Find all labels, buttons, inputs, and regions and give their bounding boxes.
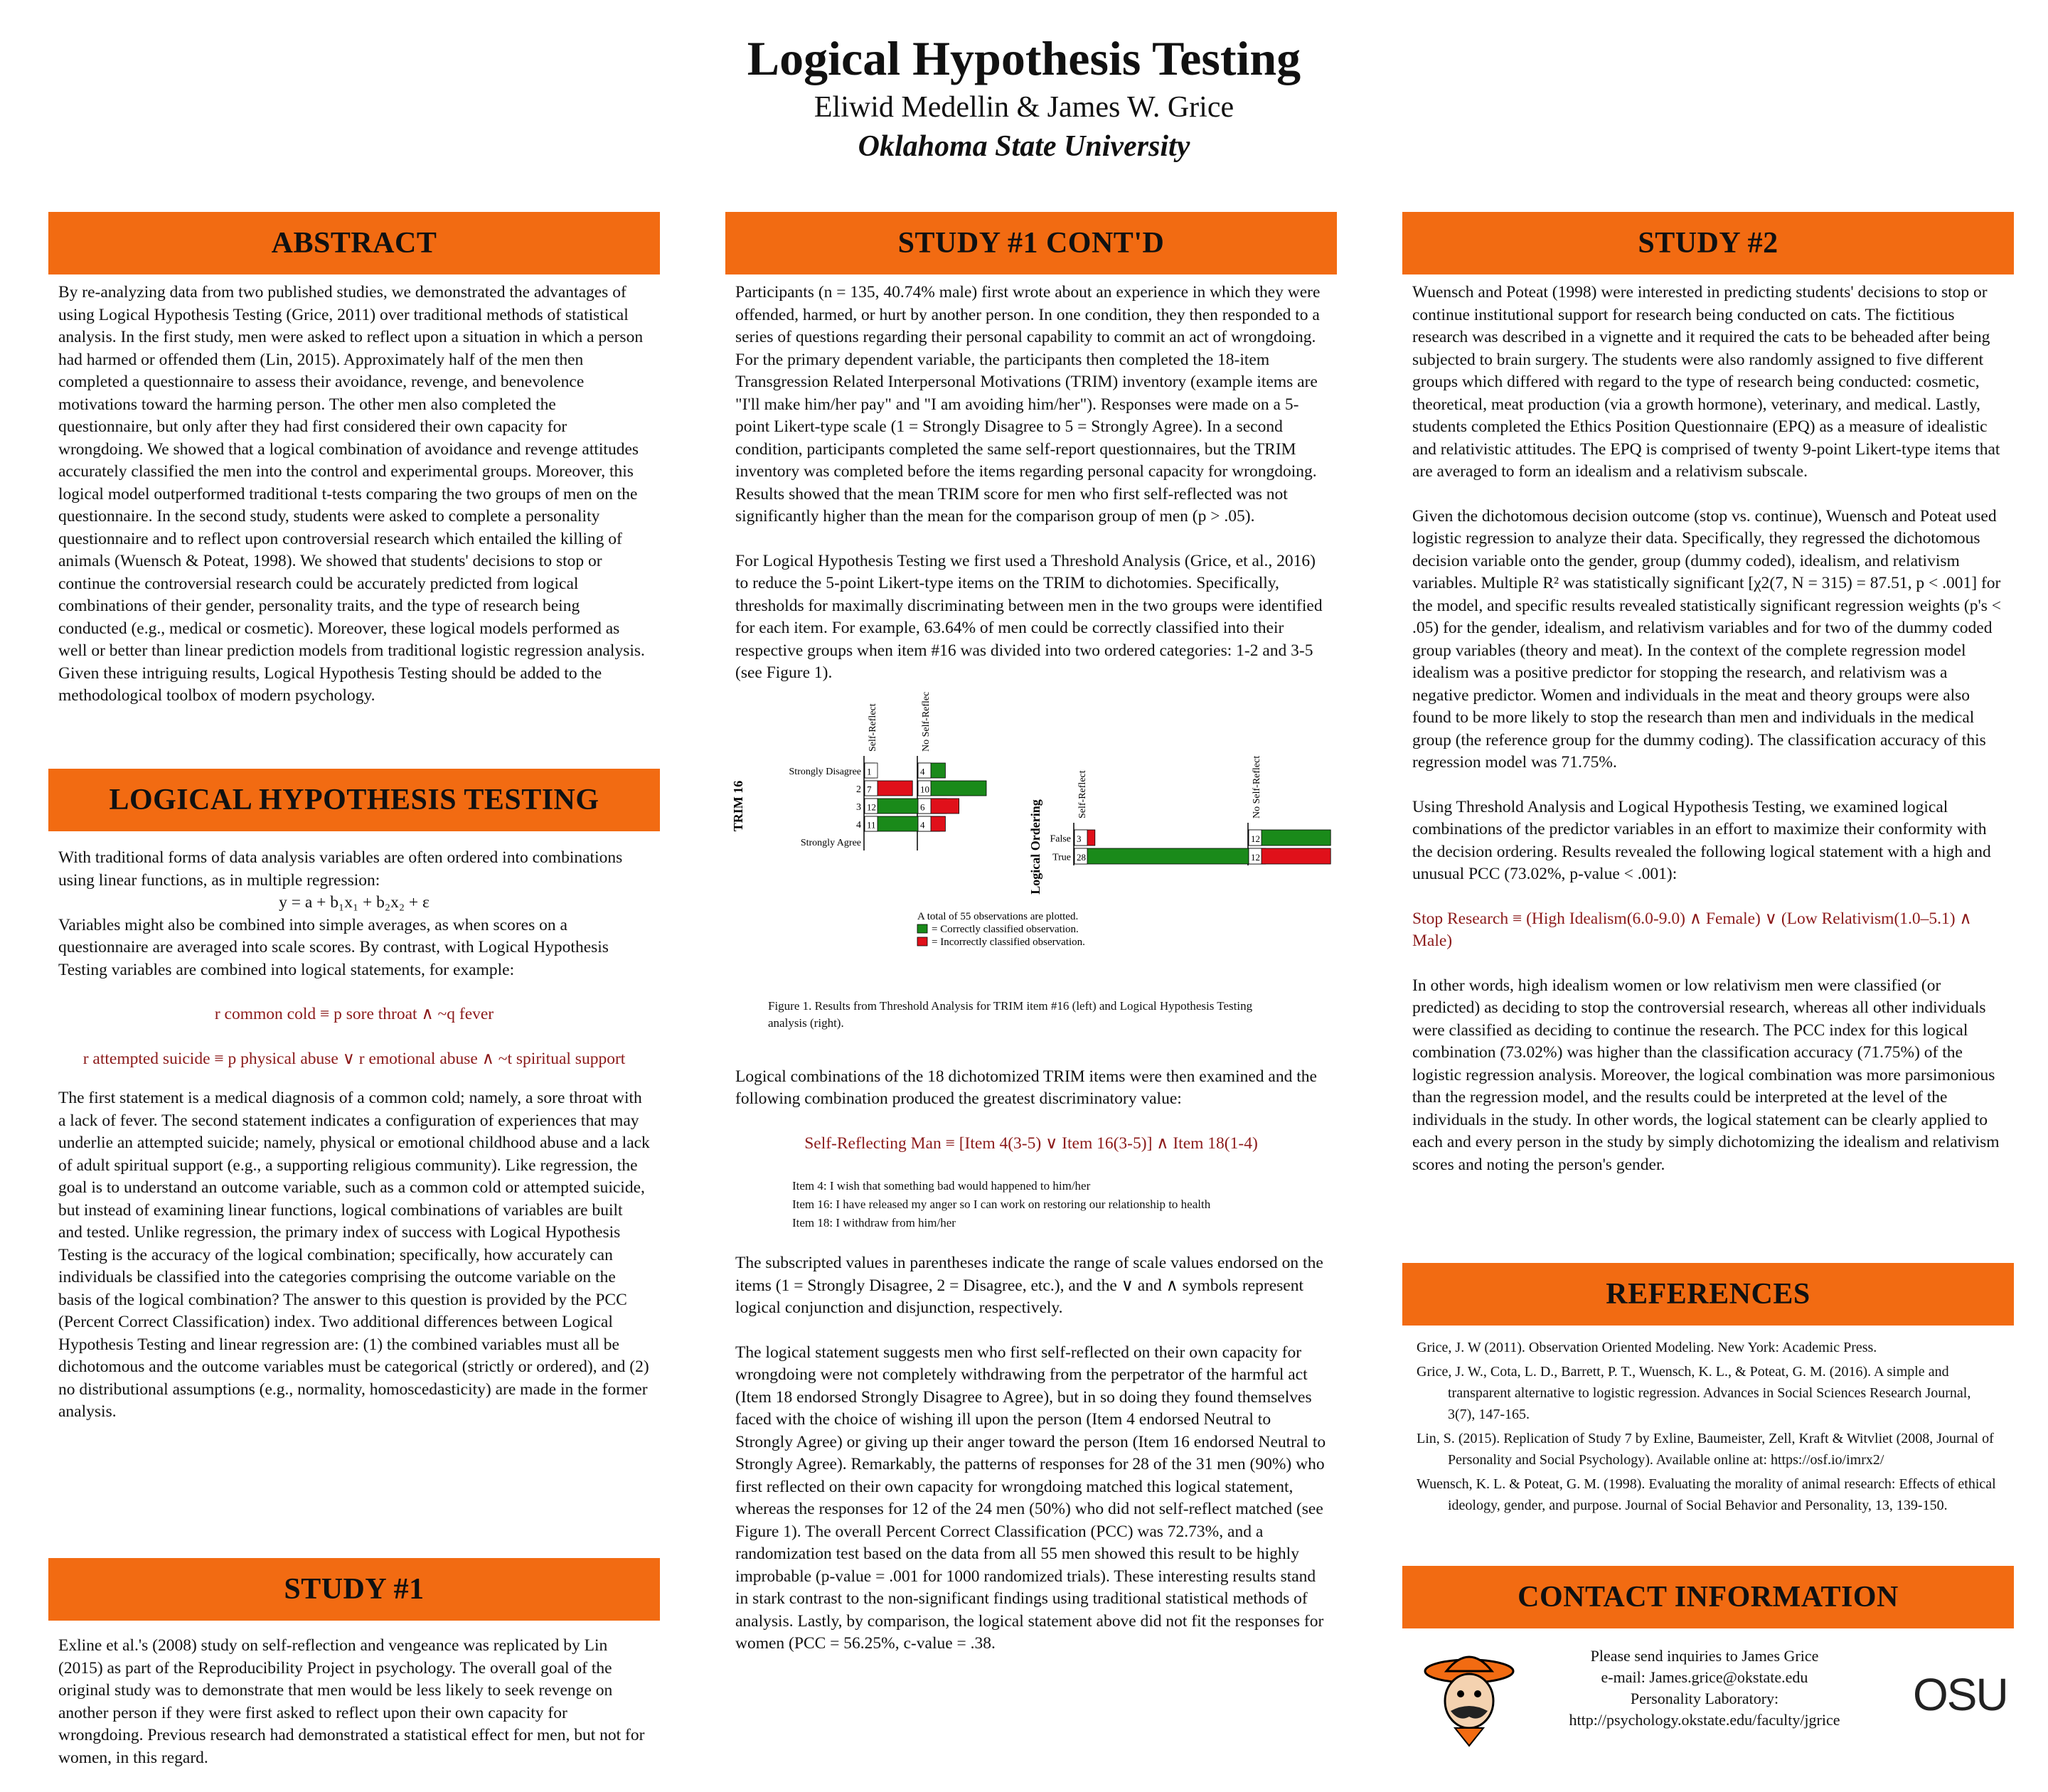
study1b-paragraph-2: For Logical Hypothesis Testing we first used a Threshold Analysis (Grice, et al., 2016) to reduce the 5-point Likert-type items on the TRIM to dichotomies. Specifically, thresholds for maximally discriminating between men in the two groups were identified for each item. For example, 63.64% of men could be correctly classified into their respective groups when item #16 was divided into two ordered categories: 1-2 and 3-5 (see Figure 1).: [735, 551, 1323, 682]
chart-category-label: 4: [856, 819, 861, 831]
study1b-paragraph-4: The subscripted values in parentheses indicate the range of scale values endorsed on the items (1 = Strongly Disagree, 2 = Disagree, etc.), and the ∨ and ∧ symbols represent logical conjunction and disjunction, respectively.: [735, 1254, 1323, 1317]
regression-equation: y = a + b₁x₁ + b₂x₂ + ε: [279, 893, 430, 912]
contact-line: Please send inquiries to James Grice: [1590, 1647, 1819, 1665]
study1b-body: [725, 282, 1337, 685]
references-heading: REFERENCES: [1402, 1263, 2014, 1326]
legend-incorrect-label: = Incorrectly classified observation.: [932, 936, 1085, 948]
lht-body: [48, 847, 660, 1558]
legend-incorrect-swatch: [917, 937, 927, 946]
chart-bar: [1074, 848, 1266, 864]
study1-heading: STUDY #1: [48, 1558, 660, 1621]
chart-y-label: Logical Ordering: [1028, 799, 1042, 895]
abstract-heading: ABSTRACT: [48, 212, 660, 274]
study2-heading: STUDY #2: [1402, 212, 2014, 274]
chart-data-label: 3: [1077, 833, 1082, 844]
contact-section: [1402, 1628, 2014, 1756]
abstract-body: [48, 282, 660, 769]
contact-line: Personality Laboratory:: [1630, 1690, 1779, 1707]
figure-1-chart: [725, 692, 1337, 998]
reference-item: Lin, S. (2015). Replication of Study 7 by Exline, Baumeister, Zell, Kraft & Witvliet (2008, Journal of Personality and Social Psychology). Available online at: https://osf.io/imrx2/: [1417, 1431, 1994, 1468]
chart-category-label: True: [1052, 852, 1071, 863]
study1b-results: [725, 1066, 1337, 1655]
contact-email[interactable]: e-mail: James.grice@okstate.edu: [1601, 1668, 1808, 1686]
study1-body: [48, 1635, 660, 1769]
chart-data-label: 12: [1251, 851, 1260, 863]
item-list: [735, 1177, 1327, 1232]
self-reflecting-logic: Self-Reflecting Man ≡ [Item 4(3-5) ∨ Item 16(3-5)] ∧ Item 18(1-4): [804, 1134, 1258, 1153]
column-left: [48, 212, 660, 1791]
lht-paragraph-3: The first statement is a medical diagnosis of a common cold; namely, a sore throat with a lack of fever. The second statement indicates a configuration of experiences that may underlie an attempted suicide; namely, physical or emotional childhood abuse and a lack of adult spiritual support (e.g., a supporting religious community). Like regression, the goal is to understand an outcome variable, such as a common cold or attempted suicide, but instead of examining linear functions, logical combinations of variables are built and tested. Unlike regression, the primary index of success with Logical Hypothesis Testing is the accuracy of the logical combination; specifically, how accurately can individuals be classified into the categories comprising the outcome variable on the basis of the logical combination? The answer to this question is provided by the PCC (Percent Correct Classification) index. Two additional differences between Logical Hypothesis Testing and linear regression are: (1) the combined variables must all be dichotomous and the outcome variables must be categorical (strictly or ordered), and (2) no distributional assumptions (e.g., normality, homoscedasticity) are made in the former analysis.: [58, 1089, 650, 1421]
chart-data-label: 6: [920, 801, 925, 812]
study1-text: Exline et al.'s (2008) study on self-reflection and vengeance was replicated by Lin (2015) as part of the Reproducibility Project in psychology. The overall goal of the original study was to demonstrate that men would be less likely to seek revenge on another person if they were first asked to reflect upon their own capacity for wrongdoing. Previous research had demonstrated a statistical effect for men, but not for women, in this regard.: [58, 1636, 645, 1767]
chart-column-label: No Self-Reflect: [921, 691, 932, 752]
poster-title: Logical Hypothesis Testing: [747, 31, 1301, 85]
legend-correct-swatch: [917, 924, 927, 933]
abstract-text: By re-analyzing data from two published studies, we demonstrated the advantages of using Logical Hypothesis Testing (Grice, 2011) over traditional methods of statistical analysis. In the first study, men were asked to reflect upon a situation in which a person had harmed or offended them (Lin, 2015). Approximately half of the men then completed a questionnaire to assess their avoidance, revenge, and benevolence motivations toward the harming person. The other men also completed the questionnaire, but only after they had first considered their own capacity for wrongdoing. We showed that a logical combination of avoidance and revenge attitudes accurately classified the men into the control and experimental groups. Moreover, this logical model outperformed traditional t-tests comparing the two groups of men on the questionnaire. In the second study, students were asked to complete a personality questionnaire and to reflect upon controversial research which entailed the killing of animals (Wuensch & Poteat, 1998). We showed that students' decisions to stop or continue the controversial research could be accurately predicted from logical combinations of their gender, personality traits, and the type of research being conducted (e.g., medical or cosmetic). Moreover, these logical models performed as well or better than linear prediction models from traditional logistic regression analysis. Given these intriguing results, Logical Hypothesis Testing should be added to the methodological toolbox of modern psychology.: [58, 283, 645, 705]
contact-details: [1545, 1646, 1865, 1731]
chart-category-label: Strongly Disagree: [789, 766, 861, 777]
chart-category-label: 2: [856, 784, 861, 795]
chart-data-label: 28: [1077, 851, 1086, 863]
chart-category-label: False: [1050, 833, 1071, 845]
osu-logo: OSU: [1913, 1669, 2007, 1720]
lht-paragraph-1: With traditional forms of data analysis variables are often ordered into combinations using linear functions, as in multiple regression:: [58, 848, 623, 890]
chart-data-label: 4: [920, 819, 925, 830]
contact-heading: CONTACT INFORMATION: [1402, 1566, 2014, 1628]
figure-1: [725, 692, 1337, 998]
lht-paragraph-2: Variables might also be combined into simple averages, as when scores on a questionnaire are averaged into scale scores. By contrast, with Logical Hypothesis Testing variables are combined into logical statements, for example:: [58, 915, 609, 979]
reference-item: Wuensch, K. L. & Poteat, G. M. (1998). Evaluating the morality of animal research: Effects of ethical ideology, gender, and purpose. Journal of Social Behavior and Personality, 13, 139-150.: [1417, 1476, 1996, 1513]
study2-body: [1402, 282, 2014, 1263]
reference-item: Grice, J. W (2011). Observation Oriented Modeling. New York: Academic Press.: [1417, 1340, 1877, 1355]
column-right: [1402, 212, 2014, 1756]
chart-column-label: No Self-Reflect: [1252, 755, 1262, 818]
study1b-paragraph-3: Logical combinations of the 18 dichotomized TRIM items were then examined and the following combination produced the greatest discriminatory value:: [735, 1067, 1317, 1108]
chart-data-label: 1: [867, 766, 872, 777]
legend-note: A total of 55 observations are plotted.: [917, 910, 1079, 922]
study1b-heading: STUDY #1 CONT'D: [725, 212, 1337, 274]
stop-research-logic: Stop Research ≡ (High Idealism(6.0-9.0) ∧ Female) ∨ (Low Relativism(1.0–5.1) ∧ Male): [1412, 909, 1972, 950]
chart-data-label: 12: [1251, 833, 1260, 844]
study2-paragraph-2: Given the dichotomous decision outcome (stop vs. continue), Wuensch and Poteat used logistic regression to analyze their data. Specifically, they regressed the dichotomous decision variable onto the gender, group (dummy coded), idealism, and relativism variables. Multiple R² was statistically significant [χ2(7, N = 315) = 87.51, p < .001] for the model, and specific results revealed statistically significant regression weights (p's < .05) for the gender, idealism, and relativism variables and for two of the dummy coded group variables (theory and meat). In the context of the complete regression model idealism was a positive predictor for stopping the research, and relativism was a negative predictor. Women and individuals in the meat and theory groups were also found to be more likely to stop the research than men and individuals in the medical group (the reference group for the dummy coding). The classification accuracy of this regression model was 71.75%.: [1412, 506, 2002, 772]
chart-data-label: 7: [867, 784, 872, 794]
pistol-pete-mascot-icon: [1419, 1643, 1519, 1749]
poster-university: Oklahoma State University: [858, 130, 1190, 163]
logic-statement-cold: r common cold ≡ p sore throat ∧ ~q fever: [214, 1005, 494, 1023]
chart-category-label: Strongly Agree: [800, 837, 861, 848]
chart-data-label: 11: [867, 819, 876, 830]
study2-paragraph-4: In other words, high idealism women or low relativism men were classified (or predicted) as deciding to stop the controversial research, whereas all other individuals were classified as deciding to continue the research. The PCC index for this logical combination (73.02%) was higher than the classification accuracy (71.75%) of the logistic regression analysis. Moreover, the logical combination was more parsimonious than the regression model, and the results could be interpreted at the level of the individuals in the study. In other words, the logical statement can be clearly applied to each and every person in the study by simply dichotomizing the idealism and relativism scores and noting the person's gender.: [1412, 976, 2000, 1174]
chart-column-label: Self-Reflect: [868, 703, 878, 752]
references-list: [1402, 1337, 2014, 1566]
chart-data-label: 10: [920, 784, 929, 794]
reference-item: Grice, J. W., Cota, L. D., Barrett, P. T., Wuensch, K. L., & Poteat, G. M. (2016). A simple and transparent alternative to logistic regression. Advances in Social Sciences Research Journal, 3(7), 147-165.: [1417, 1364, 1971, 1422]
item-4: Item 4: I wish that something bad would happened to him/her: [792, 1179, 1091, 1193]
chart-data-label: 4: [920, 766, 925, 777]
poster-authors: Eliwid Medellin & James W. Grice: [814, 91, 1234, 124]
contact-url[interactable]: http://psychology.okstate.edu/faculty/jgrice: [1569, 1711, 1840, 1729]
logic-statement-suicide: r attempted suicide ≡ p physical abuse ∨ r emotional abuse ∧ ~t spiritual support: [82, 1049, 626, 1068]
chart-data-label: 12: [867, 801, 876, 812]
figure-1-caption: Figure 1. Results from Threshold Analysis for TRIM item #16 (left) and Logical Hypothesis Testing analysis (right).: [768, 998, 1253, 1030]
poster-header: [0, 28, 2048, 166]
item-16: Item 16: I have released my anger so I can work on restoring our relationship to health: [792, 1198, 1211, 1211]
legend-correct-label: = Correctly classified observation.: [932, 923, 1079, 935]
column-middle: [725, 212, 1337, 1678]
study2-paragraph-3: Using Threshold Analysis and Logical Hypothesis Testing, we examined logical combinations of the predictor variables in an effort to maximize their conformity with the decision ordering. Results revealed the following logical statement with a high and unusual PCC (73.02%, p-value < .001):: [1412, 797, 1991, 883]
study1b-paragraph-1: Participants (n = 135, 40.74% male) first wrote about an experience in which they were offended, harmed, or hurt by another person. In one condition, they then responded to a series of questions regarding their personal capability to commit an act of wrongdoing. For the primary dependent variable, the participants then completed the 18-item Transgression Related Interpersonal Motivations (TRIM) inventory (example items are "I'll make him/her pay" and "I am avoiding him/her"). Responses were made on a 5-point Likert-type scale (1 = Strongly Disagree to 5 = Strongly Agree). In a second condition, participants completed the same self-report questionnaires, but the TRIM inventory was completed before the items regarding personal capacity for wrongdoing. Results showed that the mean TRIM score for men who first self-reflected was not significantly higher than the mean for the comparison group of men (p > .05).: [735, 283, 1321, 526]
lht-heading: LOGICAL HYPOTHESIS TESTING: [48, 769, 660, 831]
study2-paragraph-1: Wuensch and Poteat (1998) were interested in predicting students' decisions to stop or continue institutional support for research being conducted on cats. The fictitious research was described in a vignette and it required the cats to be beheaded after being subjected to brain surgery. The students were also randomly assigned to five different groups which differed with regard to the type of research being conducted: cosmetic, theoretical, meat production (via a growth hormone), veterinary, and medical. Lastly, students completed the Ethics Position Questionnaire (EPQ) as a measure of idealistic and relativistic attitudes. The EPQ is comprised of twenty 9-point Likert-type items that are averaged to form an idealism and a relativism subscale.: [1412, 283, 2000, 481]
study1b-paragraph-5: The logical statement suggests men who first self-reflected on their own capacity for wrongdoing were not completely withdrawing from the perpetrator of the harmful act (Item 18 endorsed Strongly Disagree to Agree), but in so doing they found themselves faced with the choice of wishing ill upon the person (Item 4 endorsed Neutral to Strongly Agree) or giving up their anger toward the person (Item 16 endorsed Neutral to Strongly Agree). Remarkably, the patterns of responses for 28 of the 31 men (90%) who first reflected on their own capacity for wrongdoing matched this logical statement, whereas the responses for 12 of the 24 men (50%) who did not self-reflect matched (see Figure 1). The overall Percent Correct Classification (PCC) was 72.73%, and a randomization test based on the data from all 55 men showed this result to be highly improbable (p-value = .001 for 1000 randomized trials). These interesting results stand in stark contrast to the non-significant findings using traditional statistical methods of analysis. Lastly, by comparison, the logical statement above did not fit the responses for women (PCC = 56.25%, c-value = .38.: [735, 1343, 1326, 1653]
chart-y-label: TRIM 16: [731, 780, 745, 831]
chart-category-label: 3: [856, 801, 861, 813]
item-18: Item 18: I withdraw from him/her: [792, 1216, 956, 1230]
chart-column-label: Self-Reflect: [1077, 769, 1088, 818]
